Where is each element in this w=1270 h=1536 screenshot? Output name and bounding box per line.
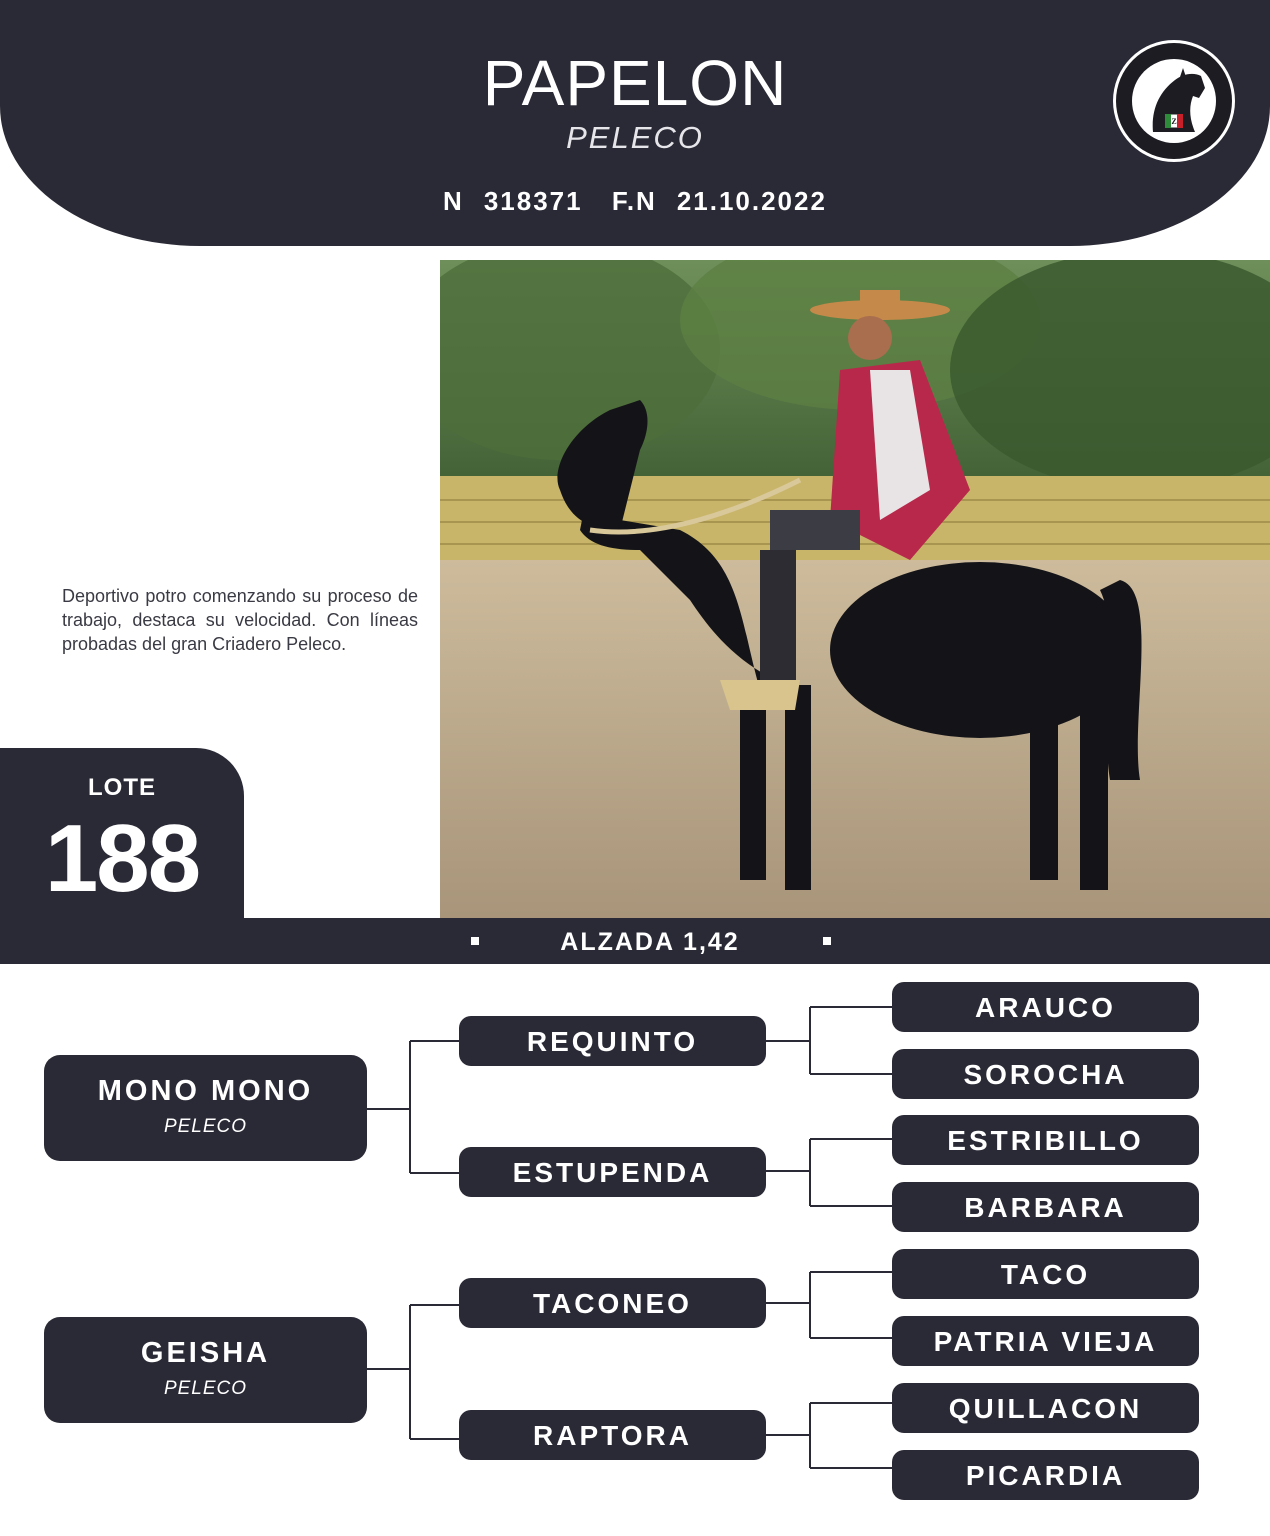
grandsire-paternal: REQUINTO [459, 1016, 766, 1066]
registration-line [0, 186, 1270, 217]
bullet-square-icon [471, 937, 479, 945]
birth-date: 21.10.2022 [676, 186, 827, 216]
bullet-square-icon [823, 937, 831, 945]
dam-breeder: PELECO [163, 1378, 248, 1399]
great-grandparent: ARAUCO [892, 982, 1199, 1032]
alzada-text: ALZADA 1,42 [560, 928, 740, 956]
sire-box [44, 1055, 367, 1161]
great-grandparent: TACO [892, 1249, 1199, 1299]
reg-label: N [443, 186, 464, 216]
svg-text:Z: Z [1171, 117, 1177, 126]
dam-name: GEISHA [140, 1337, 271, 1369]
birth-label: F.N [611, 186, 657, 216]
great-grandparent: PATRIA VIEJA [892, 1316, 1199, 1366]
great-grandparent: PICARDIA [892, 1450, 1199, 1500]
horse-name: PAPELON [482, 47, 788, 119]
sire-breeder: PELECO [163, 1116, 248, 1137]
description-text: Deportivo potro comenzando su proceso de trabajo, destaca su velocidad. Con líneas probadas del gran Criadero Peleco. [62, 586, 418, 654]
sire-name: MONO MONO [97, 1075, 314, 1107]
lote-label: LOTE [88, 774, 156, 801]
lote-number: 188 [44, 805, 200, 912]
dam-box [44, 1317, 367, 1423]
horse-photo [440, 260, 1270, 918]
grandsire-maternal: TACONEO [459, 1278, 766, 1328]
header-banner [0, 0, 1270, 246]
great-grandparent: QUILLACON [892, 1383, 1199, 1433]
great-grandparent: ESTRIBILLO [892, 1115, 1199, 1165]
great-grandparent: SOROCHA [892, 1049, 1199, 1099]
great-grandparent: BARBARA [892, 1182, 1199, 1232]
granddam-paternal: ESTUPENDA [459, 1147, 766, 1197]
reg-number: 318371 [483, 186, 583, 216]
horse-breeder: PELECO [566, 120, 704, 155]
alzada-bar [0, 918, 1270, 964]
remates-logo [1113, 40, 1235, 162]
granddam-maternal: RAPTORA [459, 1410, 766, 1460]
logo-seal-icon [1113, 40, 1235, 162]
